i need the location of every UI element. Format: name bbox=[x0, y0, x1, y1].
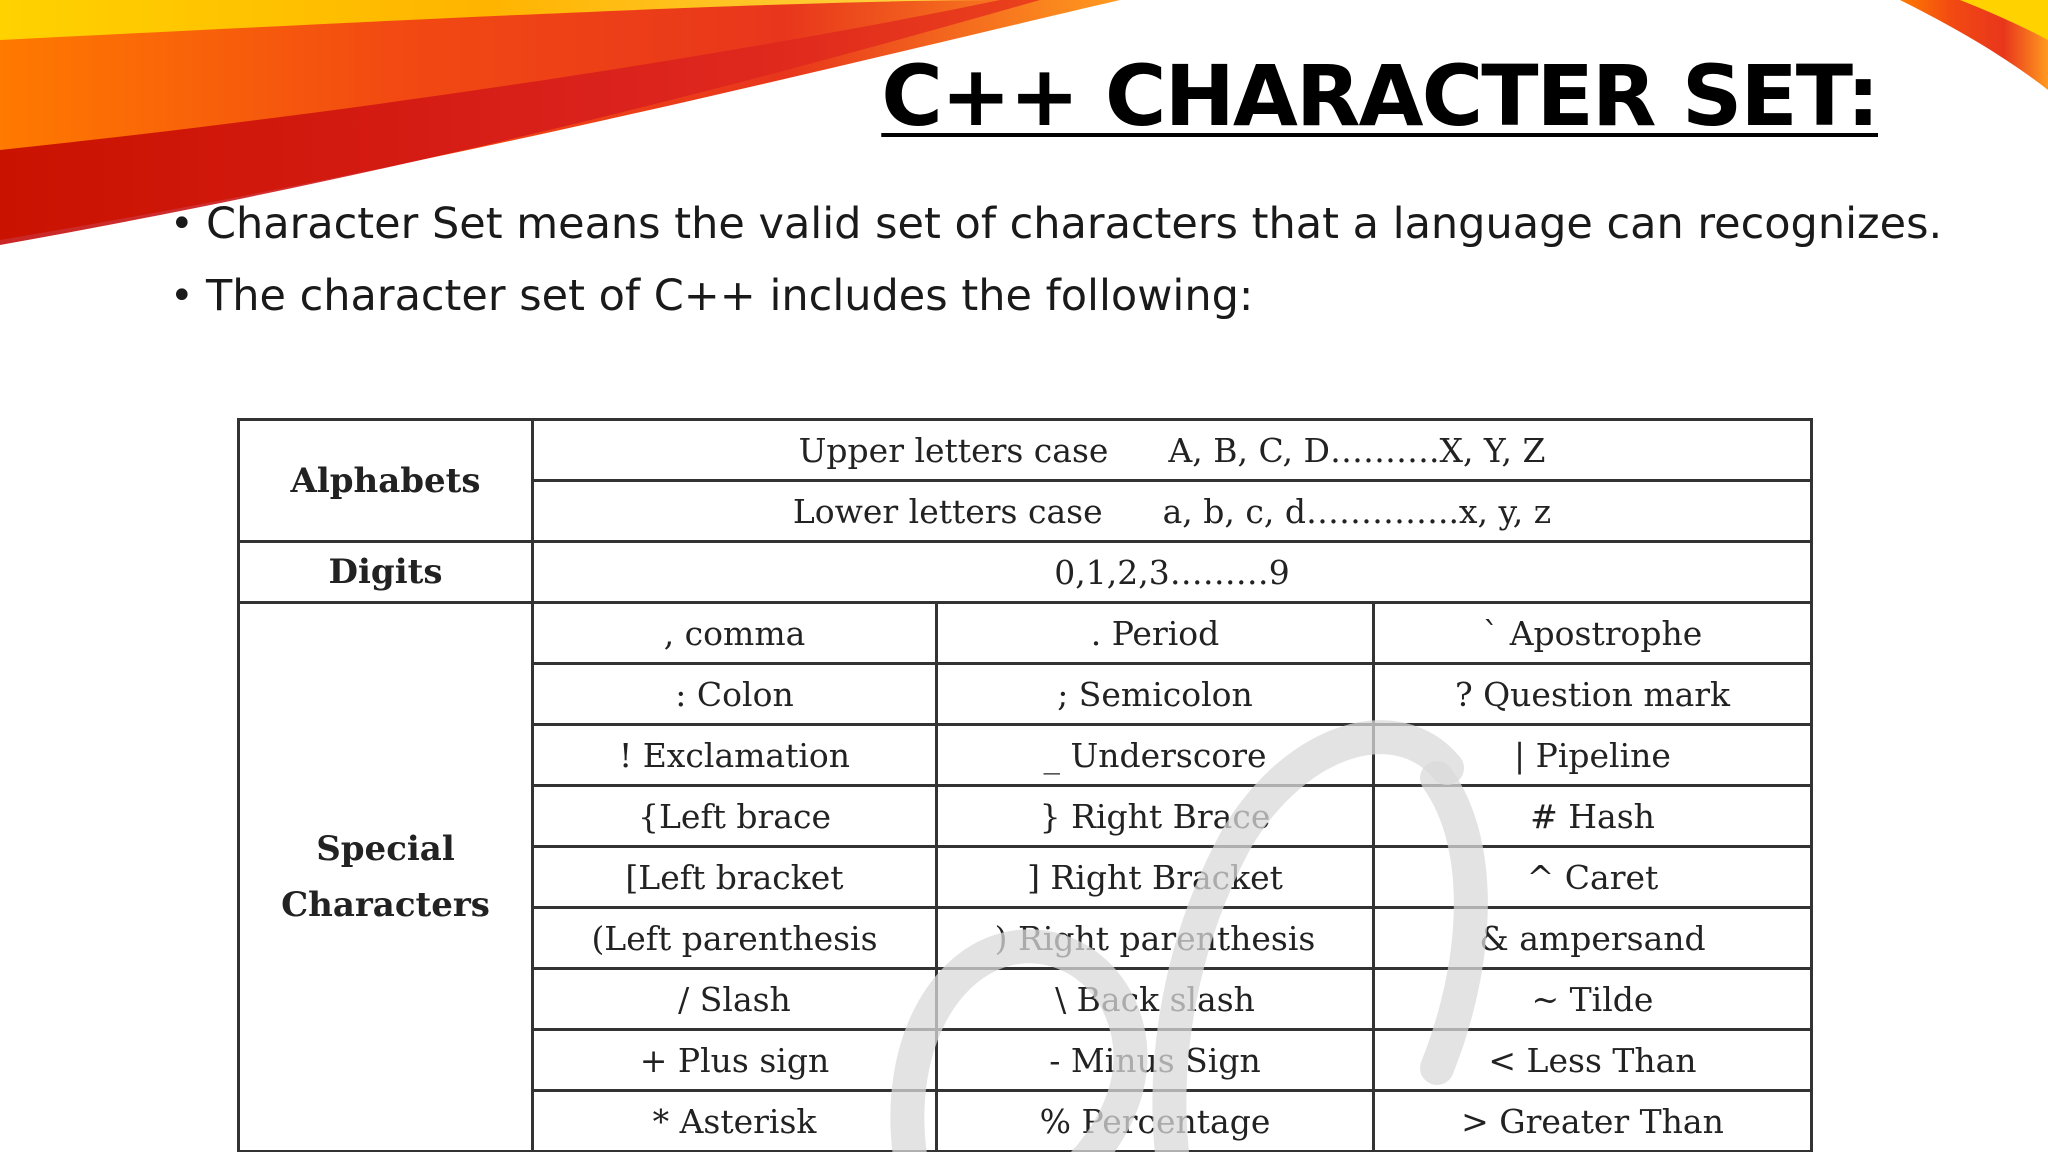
bullet-item bbox=[170, 192, 1942, 264]
table-cell: _ Underscore bbox=[937, 725, 1374, 786]
digits-header: Digits bbox=[239, 542, 533, 603]
table-cell: ; Semicolon bbox=[937, 664, 1374, 725]
character-set-table-wrapper bbox=[237, 418, 1810, 1141]
table-cell: ] Right Bracket bbox=[937, 847, 1374, 908]
bullet-item bbox=[170, 264, 1942, 336]
table-cell: : Colon bbox=[533, 664, 937, 725]
slide-title: C++ CHARACTER SET: bbox=[881, 47, 1878, 145]
table-cell: / Slash bbox=[533, 969, 937, 1030]
digits-value: 0,1,2,3………9 bbox=[533, 542, 1812, 603]
table-cell: & ampersand bbox=[1374, 908, 1812, 969]
table-cell: ` Apostrophe bbox=[1374, 603, 1812, 664]
bullet-text: Character Set means the valid set of characters that a language can recognizes. bbox=[206, 199, 1943, 249]
character-set-table bbox=[237, 418, 1813, 1152]
table-cell: , comma bbox=[533, 603, 937, 664]
table-cell: # Hash bbox=[1374, 786, 1812, 847]
table-cell: (Left parenthesis bbox=[533, 908, 937, 969]
table-cell: | Pipeline bbox=[1374, 725, 1812, 786]
table-cell: } Right Brace bbox=[937, 786, 1374, 847]
table-cell: * Asterisk bbox=[533, 1091, 937, 1152]
bullet-dot-icon: • bbox=[170, 273, 194, 319]
alphabets-header: Alphabets bbox=[239, 420, 533, 542]
table-cell: {Left brace bbox=[533, 786, 937, 847]
lower-case-label: Lower letters case bbox=[792, 491, 1103, 531]
lower-case-cell bbox=[533, 481, 1812, 542]
table-cell: % Percentage bbox=[937, 1091, 1374, 1152]
table-cell: < Less Than bbox=[1374, 1030, 1812, 1091]
table-cell: > Greater Than bbox=[1374, 1091, 1812, 1152]
table-row bbox=[239, 603, 1812, 664]
upper-case-label: Upper letters case bbox=[798, 430, 1109, 470]
bullet-text: The character set of C++ includes the following: bbox=[206, 271, 1254, 321]
table-cell: \ Back slash bbox=[937, 969, 1374, 1030]
table-row bbox=[239, 542, 1812, 603]
table-cell: ? Question mark bbox=[1374, 664, 1812, 725]
table-row bbox=[239, 420, 1812, 481]
table-cell: - Minus Sign bbox=[937, 1030, 1374, 1091]
table-cell: ) Right parenthesis bbox=[937, 908, 1374, 969]
special-characters-header bbox=[239, 603, 533, 1152]
bullet-list bbox=[170, 192, 1942, 336]
table-cell: ^ Caret bbox=[1374, 847, 1812, 908]
upper-case-cell bbox=[533, 420, 1812, 481]
special-header-line2: Characters bbox=[281, 885, 490, 925]
table-cell: + Plus sign bbox=[533, 1030, 937, 1091]
upper-case-value: A, B, C, D……….X, Y, Z bbox=[1168, 430, 1546, 470]
special-header-line1: Special bbox=[316, 829, 455, 869]
table-cell: . Period bbox=[937, 603, 1374, 664]
lower-case-value: a, b, c, d…………..x, y, z bbox=[1162, 491, 1552, 531]
bullet-dot-icon: • bbox=[170, 201, 194, 247]
table-cell: ! Exclamation bbox=[533, 725, 937, 786]
table-cell: ~ Tilde bbox=[1374, 969, 1812, 1030]
table-cell: [Left bracket bbox=[533, 847, 937, 908]
